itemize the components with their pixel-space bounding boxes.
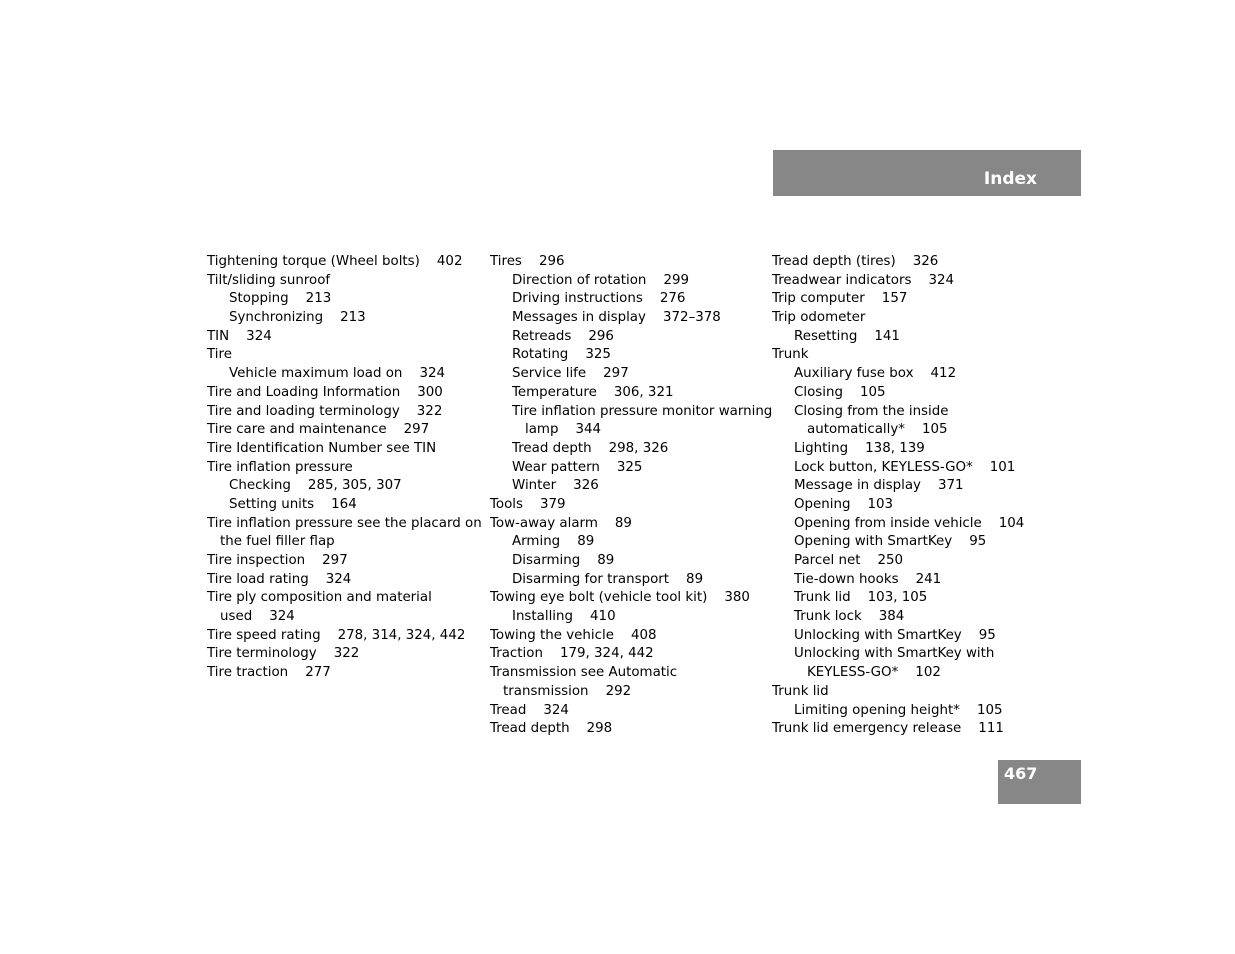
index-subentry: Installing 410 <box>512 609 616 625</box>
index-entry: Tire speed rating 278, 314, 324, 442 <box>207 627 466 643</box>
index-subentry: Vehicle maximum load on 324 <box>229 366 446 382</box>
index-subentry: Tread depth 298, 326 <box>512 440 669 456</box>
index-subentry: Resetting 141 <box>794 328 900 344</box>
index-subentry: Temperature 306, 321 <box>512 384 674 400</box>
index-entry: Tread depth 298 <box>490 721 613 737</box>
index-subentry: Opening from inside vehicle 104 <box>794 515 1025 531</box>
index-subentry: Tie-down hooks 241 <box>794 571 942 587</box>
index-subentry: the fuel filler flap <box>220 534 335 550</box>
index-subentry: Message in display 371 <box>794 478 964 494</box>
index-subentry: Winter 326 <box>512 478 599 494</box>
index-header-tab <box>773 150 1081 196</box>
index-entry: Tire load rating 324 <box>207 571 352 587</box>
index-entry: Tire terminology 322 <box>207 646 360 662</box>
index-subentry: Checking 285, 305, 307 <box>229 478 402 494</box>
index-entry: Tire Identification Number see TIN <box>207 440 437 456</box>
index-subentry: Synchronizing 213 <box>229 310 366 326</box>
index-entry: Treadwear indicators 324 <box>772 272 955 288</box>
index-entry: Tire inspection 297 <box>207 553 348 568</box>
page-number-box <box>998 760 1081 804</box>
index-entry: Trip odometer <box>772 310 866 326</box>
index-entry: Tire traction 277 <box>207 665 331 681</box>
index-subentry: Opening with SmartKey 95 <box>794 534 987 550</box>
index-entry: Tire inflation pressure see the placard on <box>207 515 482 531</box>
index-entry: Tread 324 <box>490 702 569 718</box>
index-subentry: Opening 103 <box>794 496 894 512</box>
index-entry: Tire ply composition and material <box>207 590 432 606</box>
index-subentry: Disarming 89 <box>512 553 615 568</box>
index-entry: Tires 296 <box>490 254 565 269</box>
index-subentry: transmission 292 <box>503 683 632 699</box>
index-subentry: Closing from the inside <box>794 403 949 419</box>
index-subentry: Closing 105 <box>794 384 886 400</box>
index-entry: Tire <box>207 347 232 363</box>
index-subentry: lamp 344 <box>525 422 602 438</box>
index-subentry: Arming 89 <box>512 534 595 550</box>
index-entry: Tire care and maintenance 297 <box>207 422 430 438</box>
index-entry: Trip computer 157 <box>772 291 908 307</box>
index-column-2 <box>490 253 772 739</box>
index-subentry: Direction of rotation 299 <box>512 272 690 288</box>
index-entry: Trunk lid emergency release 111 <box>772 721 1004 737</box>
index-entry: Towing eye bolt (vehicle tool kit) 380 <box>490 590 750 606</box>
index-entry: Tire and Loading Information 300 <box>207 384 443 400</box>
page-number: 467 <box>1004 764 1038 783</box>
index-entry: Tools 379 <box>490 496 566 512</box>
index-subentry: Auxiliary fuse box 412 <box>794 366 957 382</box>
index-entry: Towing the vehicle 408 <box>490 627 657 643</box>
index-subentry: Tire inflation pressure monitor warning <box>512 403 773 419</box>
index-subentry: Trunk lock 384 <box>794 609 905 625</box>
index-subentry: Unlocking with SmartKey 95 <box>794 627 996 643</box>
index-subentry: automatically* 105 <box>807 422 948 438</box>
index-subentry: Service life 297 <box>512 366 629 382</box>
index-subentry: Lock button, KEYLESS-GO* 101 <box>794 459 1016 475</box>
index-subentry: Driving instructions 276 <box>512 291 686 307</box>
index-entry: Tire inflation pressure <box>207 459 353 475</box>
index-entry: Trunk <box>772 347 809 363</box>
index-subentry: Rotating 325 <box>512 347 611 363</box>
index-entry: Tire and loading terminology 322 <box>207 403 443 419</box>
index-subentry: Unlocking with SmartKey with <box>794 646 995 662</box>
index-entry: Traction 179, 324, 442 <box>490 646 654 662</box>
index-entry: Tread depth (tires) 326 <box>772 254 939 269</box>
index-entry: Transmission see Automatic <box>490 665 678 681</box>
index-subentry: Disarming for transport 89 <box>512 571 704 587</box>
index-column-3 <box>772 253 1024 739</box>
index-subentry: used 324 <box>220 609 295 625</box>
index-subentry: Limiting opening height* 105 <box>794 702 1003 718</box>
index-entry: Tow-away alarm 89 <box>490 515 632 531</box>
index-subentry: Wear pattern 325 <box>512 459 643 475</box>
index-subentry: Stopping 213 <box>229 291 332 307</box>
index-subentry: Retreads 296 <box>512 328 614 344</box>
index-entry: Trunk lid <box>772 683 829 699</box>
page-title: Index <box>983 169 1037 189</box>
index-entry: Tightening torque (Wheel bolts) 402 <box>207 254 463 269</box>
index-subentry: KEYLESS-GO* 102 <box>807 665 941 681</box>
index-entry: Tilt/sliding sunroof <box>207 272 331 288</box>
index-column-1 <box>207 253 482 683</box>
index-subentry: Setting units 164 <box>229 496 357 512</box>
index-subentry: Lighting 138, 139 <box>794 440 925 456</box>
index-subentry: Messages in display 372–378 <box>512 310 721 326</box>
index-entry: TIN 324 <box>207 328 272 344</box>
index-subentry: Parcel net 250 <box>794 553 904 568</box>
index-subentry: Trunk lid 103, 105 <box>794 590 928 606</box>
